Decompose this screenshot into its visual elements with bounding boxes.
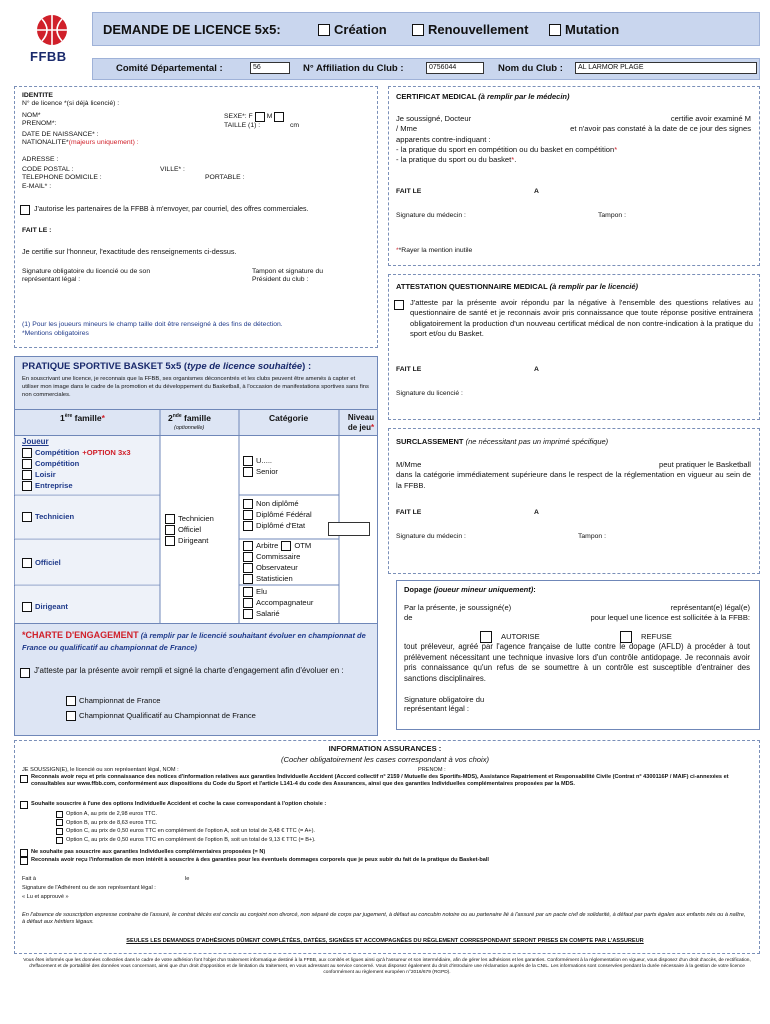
option-c2[interactable] <box>56 836 316 845</box>
rayer-text: *Rayer la mention inutile <box>398 247 473 254</box>
le-label: le <box>185 876 190 882</box>
sexe-m-label: M <box>266 112 273 120</box>
competition-option[interactable] <box>22 459 131 469</box>
cat-u-label: U..... <box>256 456 273 466</box>
certificat-text: Je soussigné, Docteur certifie avoir examiné M / Mme et n'avoir pas constaté à la date de ce jour des signes apparents contre-indiquant : - la pratique du sport en compétition ou du basket en compétition* - la pratique du sport ou du basket*. <box>396 114 751 164</box>
logo-text: FFBB <box>30 49 67 64</box>
charte-checkbox[interactable] <box>20 668 30 679</box>
surclassement-title <box>396 437 608 446</box>
dopage-lines <box>404 603 750 624</box>
surclassement-l1a: M/Mme <box>396 460 422 469</box>
affiliation-label: N° Affiliation du Club : <box>303 63 404 74</box>
cat-arbitre-checkbox[interactable] <box>243 541 253 551</box>
cat-salarie-checkbox[interactable] <box>243 609 253 619</box>
questionnaire-title-note: (à remplir par le licencié) <box>549 282 638 291</box>
f2-dirigeant-option[interactable] <box>165 536 214 546</box>
certificat-l3: apparents contre-indiquant : <box>396 134 491 144</box>
partenaires-checkbox[interactable] <box>20 205 30 215</box>
cat-senior-option[interactable] <box>243 467 278 477</box>
col-niveau: Niveau de jeu* <box>347 413 375 432</box>
email-label: E-MAIL* : <box>22 183 52 190</box>
sexe-label: SEXE*: F <box>224 112 253 120</box>
cat-otm-label: OTM <box>294 541 312 551</box>
championnat-france-label: Championnat de France <box>79 696 161 706</box>
col2-note: (optionnelle) <box>174 425 205 431</box>
dopage-l2b: pour lequel une licence est sollicitée à la FFBB: <box>590 613 750 623</box>
cat-senior-label: Senior <box>256 467 278 477</box>
portable-label: PORTABLE : <box>205 174 245 181</box>
competition3x3-label: Compétition <box>35 448 80 458</box>
absence-text: En l'absence de souscription expresse contraire de l'assuré, le contrat décès est conclu au conjoint non divorcé, non séparé de corps par jugement, à défaut au concubin notoire ou au partenaire lié à l'assuré par un pacte civil de solidarité, à défaut par parts égales aux enfants nés ou à naître, à défaut aux héritiers légaux. <box>22 912 746 926</box>
cat-salarie-option[interactable] <box>243 609 313 619</box>
cat-commissaire-checkbox[interactable] <box>243 552 253 562</box>
pratique-title-end: ) : <box>302 361 312 372</box>
questionnaire-text: J'atteste par la présente avoir répondu par la négative à l'ensemble des questions relatives au questionnaire de santé et je reconnais avoir pris connaissance que toute réponse positive entrainera obligatoirement la production d'un nouveau certificat médical de non contre-indication à la pratique du sport et/ou du Basket. <box>410 298 753 338</box>
licence-number-label: N° de licence *(si déjà licencié) : <box>22 100 120 107</box>
questionnaire-title-text: ATTESTATION QUESTIONNAIRE MEDICAL <box>396 282 548 291</box>
cat-joueur-group <box>243 455 278 478</box>
ne-souhaite-text: Ne souhaite pas souscrire aux garanties Individuelles complémentaires proposées (= N) <box>31 849 266 855</box>
option-c1-label: Option C, au prix de 0,50 euros TTC en complément de l'option A, soit un total de 3,48 € TTC (= A+). <box>66 828 315 835</box>
mutation-label: Mutation <box>565 22 620 37</box>
cat-salarie-label: Salarié <box>256 609 280 619</box>
cat-elu-checkbox[interactable] <box>243 587 253 597</box>
col4-text: Niveau de jeu <box>347 413 375 432</box>
mutation-checkbox[interactable] <box>549 24 561 36</box>
charte-title <box>22 628 372 654</box>
identite-panel <box>14 86 378 348</box>
certificat-panel <box>388 86 760 266</box>
lu-approuve: « Lu et approuvé » <box>22 894 69 900</box>
seconde-famille-group <box>165 513 214 547</box>
competition-label: Compétition <box>35 459 80 469</box>
surclassement-title-text: SURCLASSEMENT <box>396 437 464 446</box>
honneur-text: Je certifie sur l'honneur, l'exactitude des renseignements ci-dessus. <box>22 247 237 256</box>
cat-etat-label: Diplômé d'Etat <box>256 521 306 531</box>
col-premiere-famille: 1ère famille* <box>60 413 105 423</box>
championnat-france-checkbox[interactable] <box>66 696 76 706</box>
technicien-option[interactable] <box>22 512 74 522</box>
surclassement-l2: dans la catégorie immédiatement supérieure dans le respect de la réglementation en vigueur au sein de la FFBB. <box>396 470 751 490</box>
joueur-group <box>22 437 131 492</box>
taille-unit: cm <box>290 122 300 129</box>
col1-sup: ère <box>64 413 73 420</box>
pratique-table <box>14 409 378 624</box>
renouvellement-checkbox[interactable] <box>412 24 424 36</box>
cat-accompagnateur-option[interactable] <box>243 598 313 608</box>
cat-statisticien-checkbox[interactable] <box>243 574 253 584</box>
f2-officiel-option[interactable] <box>165 525 214 535</box>
surclassement-tampon: Tampon : <box>578 533 606 540</box>
niveau-jeu-field[interactable] <box>328 522 370 536</box>
certificat-signature: Signature du médecin : <box>396 212 466 219</box>
cat-dirigeant-group <box>243 586 313 620</box>
dirigeant-label: Dirigeant <box>35 602 68 612</box>
cat-federal-checkbox[interactable] <box>243 510 253 520</box>
pratique-title <box>22 361 311 373</box>
surclassement-text <box>396 460 751 491</box>
dirigeant-checkbox[interactable] <box>22 602 32 612</box>
tampon-president-label: Tampon et signature du Président du club : <box>252 268 324 284</box>
f2-technicien-option[interactable] <box>165 514 214 524</box>
pratique-intro: En souscrivant une licence, je reconnais que la FFBB, ses organismes déconcentrés et les clubs peuvent être amenés à capter et utiliser mon image dans le cadre de la promotion et du développement du Basketball, à l'occasion de manifestations sportives sans fins non commerciales. <box>22 376 369 398</box>
dopage-text: tout préleveur, agréé par l'agence française de lutte contre le dopage (AFLD) à procéder à tout prélèvement nécessitant une technique invasive lors d'un contrôle antidopage. Je reconnais avoir pris connaissance qu'un refus de se soumettre à un contrôle est susceptible d'entrainer des sanctions disciplinaires. <box>404 642 750 683</box>
autorise-label: AUTORISE <box>501 632 540 642</box>
surclassement-fait-le: FAIT LE <box>396 509 422 516</box>
surclassement-title-note: (ne nécessitant pas un imprimé spécifique) <box>465 437 609 446</box>
surclassement-signature: Signature du médecin : <box>396 533 466 540</box>
cat-elu-label: Elu <box>256 587 267 597</box>
f2-technicien-label: Technicien <box>178 514 214 524</box>
competition3x3-checkbox[interactable] <box>22 448 32 458</box>
dopage-title <box>404 585 536 594</box>
dopage-signature: Signature obligatoire du représentant légal : <box>404 695 485 714</box>
questionnaire-checkbox[interactable] <box>394 300 404 311</box>
option-b-checkbox[interactable] <box>56 819 63 826</box>
certificat-l5: - la pratique du sport ou du basket <box>396 155 512 164</box>
cat-federal-label: Diplômé Fédéral <box>256 510 312 520</box>
option-c2-label: Option C, au prix de 0,50 euros TTC en complément de l'option B, soit un total de 9,13 € TTC (= B+). <box>66 836 316 843</box>
assurances-title: INFORMATION ASSURANCES : <box>328 744 442 753</box>
partenaires-option[interactable] <box>20 205 309 215</box>
sexe-field <box>224 112 284 122</box>
f2-technicien-checkbox[interactable] <box>165 514 175 524</box>
cat-u-checkbox[interactable] <box>243 456 253 466</box>
certificat-a: A <box>534 188 539 195</box>
cat-arbitre-otm <box>243 541 311 551</box>
signature-licencie-label: Signature obligatoire du licencié ou de son représentant légal : <box>22 268 151 284</box>
mutation-option[interactable] <box>549 22 619 38</box>
f2-officiel-checkbox[interactable] <box>165 525 175 535</box>
championnat-france-option[interactable] <box>66 696 160 706</box>
f2-officiel-label: Officiel <box>178 525 202 535</box>
cat-officiel-group <box>243 540 311 585</box>
sexe-m-checkbox[interactable] <box>274 112 284 122</box>
entreprise-label: Entreprise <box>35 481 73 491</box>
dopage-l1b: représentant(e) légal(e) <box>670 603 750 612</box>
pratique-title-text: PRATIQUE SPORTIVE BASKET 5x5 ( <box>22 361 188 372</box>
affiliation-field[interactable]: 0756044 <box>426 62 484 74</box>
rgpd-footer: Vous êtes informés que les données collectées dans le cadre de votre adhésion font l'objet d'un traitement informatique destiné à la FFBB, aux comités et ligues ainsi qu'à l'assureur et son intermédiaire, afin de gérer les adhésions et les garanties. Conformément à la réglementation en vigueur, vous disposez d'un droit d'accès, de rectification, d'effacement et de portabilité des données vous concernant, ainsi que d'un droit d'opposition et de limitation du traitement, en vous adressant au service concerné. Vous disposez également du droit d'introduire une réclamation auprès de la CNIL. Les informations sont conservées pendant la durée nécessaire à la gestion de votre licence conformément au règlement européen n°2016/679 (RGPD). <box>23 958 751 976</box>
reconnais1-text: Reconnais avoir reçu et pris connaissance des notices d'information relatives aux garanties Individuelle Accident (Accord collectif n° 2159 / Mutuelle des Sportifs-MDS), Assistance Rapatriement et Responsabilité Civile (Contrat n° 4300116P / MAIF) ci-annexées et consultables sur www.ffbb.com, conformément aux dispositions du Code du Sport et l'article L141-4 du code des Assurances, ainsi que des garanties Individuelles complémentaires proposées par la MDS. <box>31 774 729 788</box>
code-postal-label: CODE POSTAL : <box>22 166 74 173</box>
officiel-checkbox[interactable] <box>22 558 32 568</box>
certificat-title-text: CERTIFICAT MEDICAL <box>396 92 477 101</box>
souhaite-text: Souhaite souscrire à l'une des options Individuelle Accident et coche la case correspondant à l'option choisie : <box>31 801 327 807</box>
mentions-note: *Mentions obligatoires <box>22 330 89 337</box>
certificat-title-note: (à remplir par le médecin) <box>478 92 570 101</box>
charte-title-note: (à remplir par le licencié souhaitant évoluer en championnat de France ou qualificatif au championnat de France) <box>22 631 366 653</box>
entreprise-checkbox[interactable] <box>22 481 32 491</box>
soussigne-label: JE SOUSSIGN(E), le licencié ou son représentant légal, NOM : <box>22 767 179 773</box>
questionnaire-signature: Signature du licencié : <box>396 390 463 397</box>
comite-label: Comité Départemental : <box>116 63 223 74</box>
certificat-title <box>396 92 570 101</box>
dopage-l1a: Par la présente, je soussigné(e) <box>404 603 512 612</box>
taille-label: TAILLE (1) : <box>224 122 261 129</box>
surclassement-a: A <box>534 509 539 516</box>
f2-dirigeant-checkbox[interactable] <box>165 536 175 546</box>
refuse-label: REFUSE <box>641 632 672 642</box>
cat-arbitre-label: Arbitre <box>256 541 279 551</box>
cat-u-option[interactable] <box>243 456 278 466</box>
cat-statisticien-option[interactable] <box>243 574 311 584</box>
creation-checkbox[interactable] <box>318 24 330 36</box>
renouvellement-option[interactable] <box>412 22 528 38</box>
assurances-prenom-label: PRENOM : <box>418 767 446 773</box>
cat-non-diplome-label: Non diplômé <box>256 499 299 509</box>
championnat-qualif-checkbox[interactable] <box>66 711 76 721</box>
pratique-title-em: type de licence souhaitée <box>187 361 303 372</box>
questionnaire-title <box>396 282 638 291</box>
championnat-qualif-label: Championnat Qualificatif au Championnat de France <box>79 711 256 721</box>
identite-fait-le: FAIT LE : <box>22 227 52 234</box>
col-categorie: Catégorie <box>269 413 309 423</box>
officiel-option[interactable] <box>22 558 61 568</box>
option-c2-checkbox[interactable] <box>56 837 63 844</box>
certificat-l1b: certifie avoir examiné M <box>670 114 751 123</box>
seules-notice: SEULES LES DEMANDES D'ADHÉSIONS DÛMENT COMPLÉTÉES, DATÉES, SIGNÉES ET ACCOMPAGNÉES DU RÈGLEMENT CORRESPONDANT SERONT PRISES EN COMPTE PAR L'ASSUREUR <box>126 938 644 944</box>
cat-accompagnateur-label: Accompagnateur <box>256 598 314 608</box>
cat-observateur-checkbox[interactable] <box>243 563 253 573</box>
surclassement-panel <box>388 428 760 574</box>
telephone-label: TELEPHONE DOMICILE : <box>22 174 102 181</box>
fait-a-label: Fait à <box>22 876 36 882</box>
cat-senior-checkbox[interactable] <box>243 467 253 477</box>
technicien-label: Technicien <box>35 512 75 522</box>
adresse-label: ADRESSE : <box>22 156 59 163</box>
assurances-subtitle: (Cocher obligatoirement les cases correspondant à vos choix) <box>280 755 490 764</box>
renouvellement-label: Renouvellement <box>428 22 529 37</box>
cat-observateur-label: Observateur <box>256 563 298 573</box>
surclassement-l1b: peut pratiquer le Basketball <box>658 460 751 469</box>
nationalite-note: (majeurs uniquement) : <box>68 139 139 146</box>
charte-title-text: *CHARTE D'ENGAGEMENT <box>22 630 139 640</box>
competition-checkbox[interactable] <box>22 459 32 469</box>
rayer-note: **Rayer la mention inutile <box>396 247 473 254</box>
joueur-label: Joueur <box>22 437 49 446</box>
certificat-fait-le: FAIT LE <box>396 188 422 195</box>
dopage-l2a: de <box>404 613 413 623</box>
option-a-label: Option A, au prix de 2,98 euros TTC. <box>66 811 157 817</box>
option-b[interactable] <box>56 819 316 828</box>
cat-commissaire-label: Commissaire <box>256 552 301 562</box>
option-b-label: Option B, au prix de 8,63 euros TTC. <box>66 819 158 826</box>
cat-elu-option[interactable] <box>243 587 313 597</box>
options-list <box>56 810 316 845</box>
loisir-checkbox[interactable] <box>22 470 32 480</box>
dopage-title-end: : <box>533 585 536 594</box>
cat-observateur-option[interactable] <box>243 563 311 573</box>
charte-text: J'atteste par la présente avoir rempli et signé la charte d'engagement afin d'évoluer en : <box>34 666 344 675</box>
partenaires-label: J'autorise les partenaires de la FFBB à m'envoyer, par courriel, des offres commerciales. <box>34 205 309 213</box>
competition-option3x3[interactable] <box>22 448 131 458</box>
championnat-qualif-option[interactable] <box>66 711 256 721</box>
identite-title: IDENTITE <box>22 92 53 99</box>
entreprise-option[interactable] <box>22 481 131 491</box>
loisir-label: Loisir <box>35 470 56 480</box>
ffbb-logo <box>24 12 80 66</box>
certificat-tampon: Tampon : <box>598 212 626 219</box>
club-name-label: Nom du Club : <box>498 63 563 74</box>
nationalite-label: NATIONALITE* <box>22 139 69 146</box>
dopage-title-note: (joueur mineur uniquement) <box>433 585 534 594</box>
sexe-f-checkbox[interactable] <box>255 112 265 122</box>
form-title: DEMANDE DE LICENCE 5x5: <box>103 22 281 37</box>
certificat-l2a: / Mme <box>396 124 418 134</box>
taille-note: (1) Pour les joueurs mineurs le champ taille doit être renseigné à des fins de détection. <box>22 321 283 328</box>
cat-technicien-group <box>243 498 312 532</box>
certificat-l4: - la pratique du sport en compétition ou du basket en compétition <box>396 144 615 154</box>
cat-non-diplome-checkbox[interactable] <box>243 499 253 509</box>
questionnaire-a: A <box>534 366 539 373</box>
assurances-signature: Signature de l'Adhérent ou de son représentant légal : <box>22 885 156 891</box>
creation-option[interactable] <box>318 22 387 38</box>
reconnais1-checkbox[interactable] <box>20 775 28 785</box>
option-a[interactable] <box>56 810 316 819</box>
dirigeant-option[interactable] <box>22 602 68 612</box>
creation-label: Création <box>334 22 387 37</box>
f2-dirigeant-label: Dirigeant <box>178 536 209 546</box>
cat-statisticien-label: Statisticien <box>256 574 293 584</box>
reconnais2-checkbox[interactable] <box>20 857 28 867</box>
option-c1[interactable] <box>56 827 316 836</box>
cat-otm-checkbox[interactable] <box>281 541 291 551</box>
souhaite-checkbox[interactable] <box>20 801 28 811</box>
certificat-l2b: et n'avoir pas constaté à la date de ce jour des signes <box>570 124 751 134</box>
nationalite-field <box>22 139 139 147</box>
cat-federal-option[interactable] <box>243 510 312 520</box>
questionnaire-fait-le: FAIT LE <box>396 366 422 373</box>
comite-field[interactable]: 56 <box>250 62 290 74</box>
naissance-label: DATE DE NAISSANCE* : <box>22 131 99 138</box>
cat-commissaire-option[interactable] <box>243 552 311 562</box>
option-c1-checkbox[interactable] <box>56 828 63 835</box>
option-a-checkbox[interactable] <box>56 811 63 818</box>
club-name-field[interactable]: AL LARMOR PLAGE <box>575 62 757 74</box>
nom-label: NOM* <box>22 112 41 119</box>
reconnais2-text: Reconnais avoir reçu l'information de mon intérêt à souscrire à des garanties pour les éventuels dommages corporels que je peux subir du fait de la pratique du Basket-ball <box>31 857 489 863</box>
col-seconde-famille: 2nde famille <box>168 413 211 423</box>
dopage-title-text: Dopage <box>404 585 432 594</box>
prenom-label: PRENOM*: <box>22 120 57 127</box>
certificat-l1a: Je soussigné, Docteur <box>396 114 472 123</box>
officiel-label: Officiel <box>35 558 61 568</box>
cat-non-diplome-option[interactable] <box>243 499 312 509</box>
cat-accompagnateur-checkbox[interactable] <box>243 598 253 608</box>
option3x3-label: +OPTION 3x3 <box>82 448 131 458</box>
cat-etat-option[interactable] <box>243 521 312 531</box>
ville-label: VILLE* : <box>160 166 185 173</box>
cat-etat-checkbox[interactable] <box>243 521 253 531</box>
loisir-option[interactable] <box>22 470 131 480</box>
technicien-checkbox[interactable] <box>22 512 32 522</box>
